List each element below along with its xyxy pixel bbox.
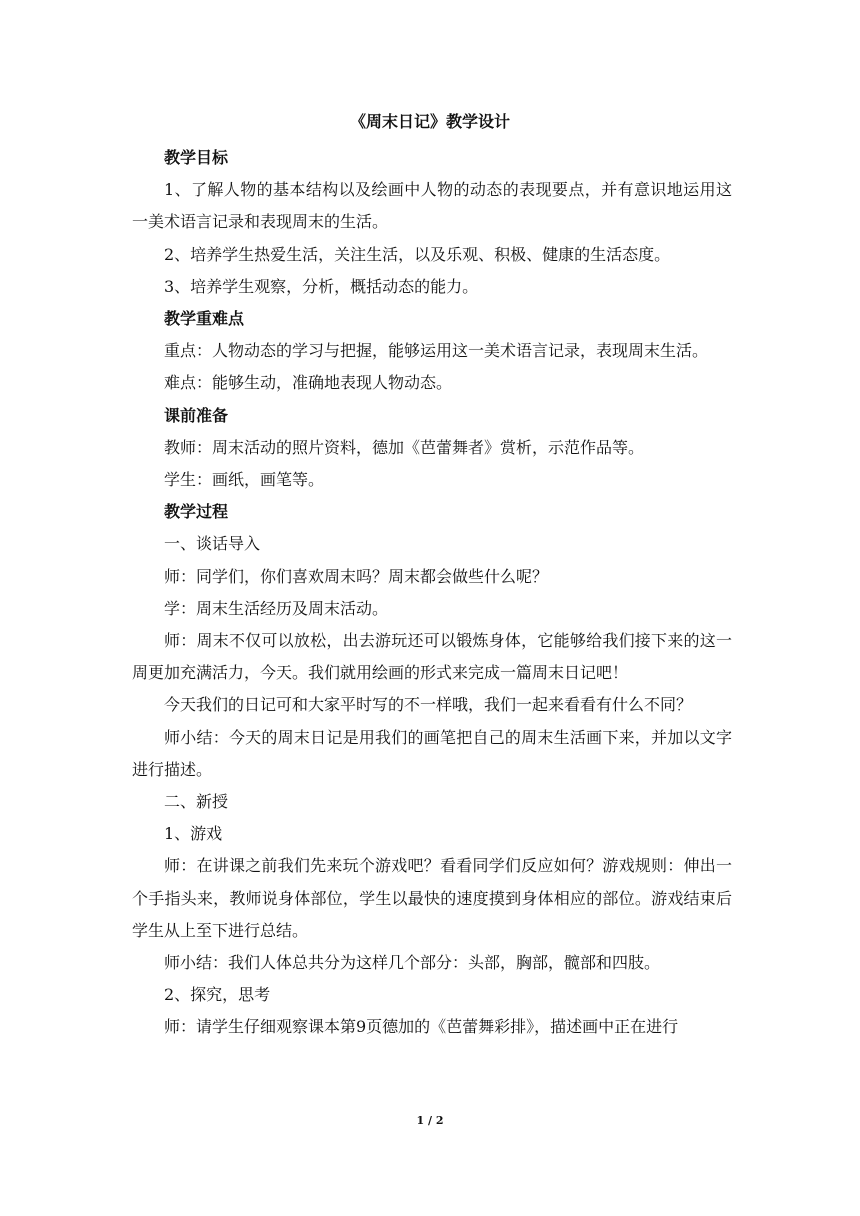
- section-heading: 教学过程: [164, 502, 229, 522]
- paragraph: 二、新授: [164, 792, 229, 812]
- paragraph: 1、了解人物的基本结构以及绘画中人物的动态的表现要点，并有意识地运用这一美术语言记录和表现周末的生活。: [132, 180, 732, 232]
- paragraph: 今天我们的日记可和大家平时写的不一样哦，我们一起来看看有什么不同？: [164, 695, 693, 715]
- paragraph: 师小结：我们人体总共分为这样几个部分：头部，胸部，髋部和四肢。: [164, 953, 661, 973]
- paragraph: 师：请学生仔细观察课本第9页德加的《芭蕾舞彩排》，描述画中正在进行: [164, 1017, 679, 1037]
- paragraph: 师：同学们，你们喜欢周末吗？周末都会做些什么呢？: [164, 566, 549, 586]
- section-heading: 课前准备: [164, 405, 229, 425]
- page-number: 1 / 2: [416, 1114, 444, 1127]
- paragraph: 师：在讲课之前我们先来玩个游戏吧？看看同学们反应如何？游戏规则：伸出一个手指头来，教师说身体部位，学生以最快的速度摸到身体相应的部位。游戏结束后学生从上至下进行总结。: [132, 856, 732, 940]
- paragraph: 师：周末不仅可以放松，出去游玩还可以锻炼身体，它能够给我们接下来的这一周更加充满活力，今天。我们就用绘画的形式来完成一篇周末日记吧！: [132, 631, 732, 683]
- paragraph: 2、培养学生热爱生活，关注生活，以及乐观、积极、健康的生活态度。: [164, 244, 671, 264]
- section-heading: 教学重难点: [164, 309, 245, 329]
- paragraph: 师小结：今天的周末日记是用我们的画笔把自己的周末生活画下来，并加以文字进行描述。: [132, 727, 732, 779]
- document-title: 《周末日记》教学设计: [349, 112, 510, 131]
- paragraph: 教师：周末活动的照片资料，德加《芭蕾舞者》赏析，示范作品等。: [164, 437, 645, 457]
- paragraph: 3、培养学生观察，分析，概括动态的能力。: [164, 276, 479, 296]
- paragraph: 1、游戏: [164, 824, 223, 844]
- document-body: [132, 142, 732, 1044]
- paragraph: 难点：能够生动，准确地表现人物动态。: [164, 373, 453, 393]
- paragraph: 重点：人物动态的学习与把握，能够运用这一美术语言记录，表现周末生活。: [164, 341, 709, 361]
- paragraph: 学：周末生活经历及周末活动。: [164, 598, 389, 618]
- section-heading: 教学目标: [164, 148, 229, 167]
- paragraph: 2、探究，思考: [164, 985, 271, 1005]
- paragraph: 一、谈话导入: [164, 534, 261, 554]
- paragraph: 学生：画纸，画笔等。: [164, 470, 325, 490]
